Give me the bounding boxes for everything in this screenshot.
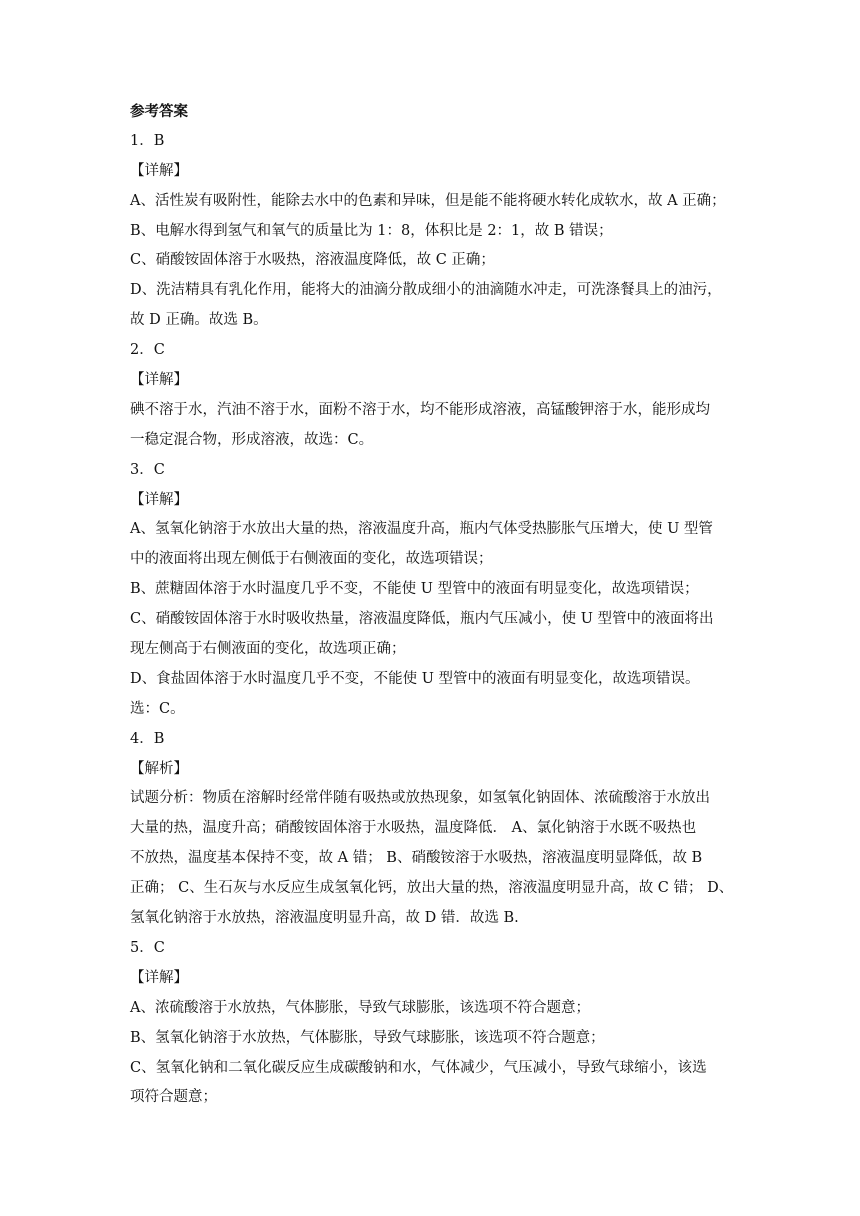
text-line: 中的液面将出现左侧低于右侧液面的变化，故选项错误； bbox=[130, 551, 493, 568]
text-line: 4．B bbox=[130, 730, 165, 747]
text-line: A、氢氧化钠溶于水放出大量的热，溶液温度升高，瓶内气体受热膨胀气压增大，使 U 型管 bbox=[130, 521, 713, 538]
text-line: A、浓硫酸溶于水放热，气体膨胀，导致气球膨胀，该选项不符合题意； bbox=[130, 999, 590, 1016]
text-line: C、硝酸铵固体溶于水吸热，溶液温度降低，故 C 正确； bbox=[130, 252, 495, 269]
answer-heading: 参考答案 bbox=[130, 103, 188, 120]
text-line: 5．C bbox=[130, 939, 165, 956]
text-line: D、食盐固体溶于水时温度几乎不变，不能使 U 型管中的液面有明显变化，故选项错误。 bbox=[130, 670, 700, 687]
text-line: 【详解】 bbox=[130, 969, 188, 986]
text-line: C、硝酸铵固体溶于水时吸收热量，溶液温度降低，瓶内气压减小，使 U 型管中的液面将出 bbox=[130, 611, 714, 628]
text-line: D、洗洁精具有乳化作用，能将大的油滴分散成细小的油滴随水冲走，可洗涤餐具上的油污， bbox=[130, 282, 722, 299]
text-line: 一稳定混合物，形成溶液，故选：C。 bbox=[130, 431, 374, 448]
text-line: C、氢氧化钠和二氧化碳反应生成碳酸钠和水，气体减少，气压减小，导致气球缩小，该选 bbox=[130, 1059, 707, 1076]
text-line: 【解析】 bbox=[130, 760, 188, 777]
text-line: B、电解水得到氢气和氧气的质量比为 1：8，体积比是 2：1，故 B 错误； bbox=[130, 222, 613, 239]
text-line: 【详解】 bbox=[130, 372, 188, 389]
text-line: 【详解】 bbox=[130, 162, 188, 179]
text-line: 现左侧高于右侧液面的变化，故选项正确； bbox=[130, 641, 406, 658]
text-line: B、氢氧化钠溶于水放热，气体膨胀，导致气球膨胀，该选项不符合题意； bbox=[130, 1029, 605, 1046]
text-line: 氢氧化钠溶于水放热，溶液温度明显升高，故 D 错．故选 B. bbox=[130, 910, 519, 927]
text-line: A、活性炭有吸附性，能除去水中的色素和异味，但是能不能将硬水转化成软水，故 A 正确； bbox=[130, 192, 726, 209]
text-line: 项符合题意； bbox=[130, 1089, 217, 1106]
text-line: 试题分析：物质在溶解时经常伴随有吸热或放热现象，如氢氧化钠固体、浓硫酸溶于水放出 bbox=[130, 790, 710, 807]
text-line: 选：C。 bbox=[130, 700, 185, 717]
text-line: 正确； C、生石灰与水反应生成氢氧化钙，放出大量的热，溶液温度明显升高，故 C 错； D、 bbox=[130, 880, 734, 897]
answer-content bbox=[130, 97, 734, 1113]
text-line: 不放热，温度基本保持不变，故 A 错； B、硝酸铵溶于水吸热，溶液温度明显降低，故 B bbox=[130, 850, 703, 867]
text-line: 大量的热，温度升高；硝酸铵固体溶于水吸热，温度降低． A、氯化钠溶于水既不吸热也 bbox=[130, 820, 697, 837]
text-line: 碘不溶于水，汽油不溶于水，面粉不溶于水，均不能形成溶液，高锰酸钾溶于水，能形成均 bbox=[130, 401, 710, 418]
text-line: 【详解】 bbox=[130, 491, 188, 508]
text-line: 3．C bbox=[130, 461, 165, 478]
text-line: B、蔗糖固体溶于水时温度几乎不变，不能使 U 型管中的液面有明显变化，故选项错误； bbox=[130, 581, 699, 598]
text-line: 2．C bbox=[130, 342, 165, 359]
text-line: 故 D 正确。故选 B。 bbox=[130, 312, 268, 329]
text-line: 1．B bbox=[130, 132, 165, 149]
